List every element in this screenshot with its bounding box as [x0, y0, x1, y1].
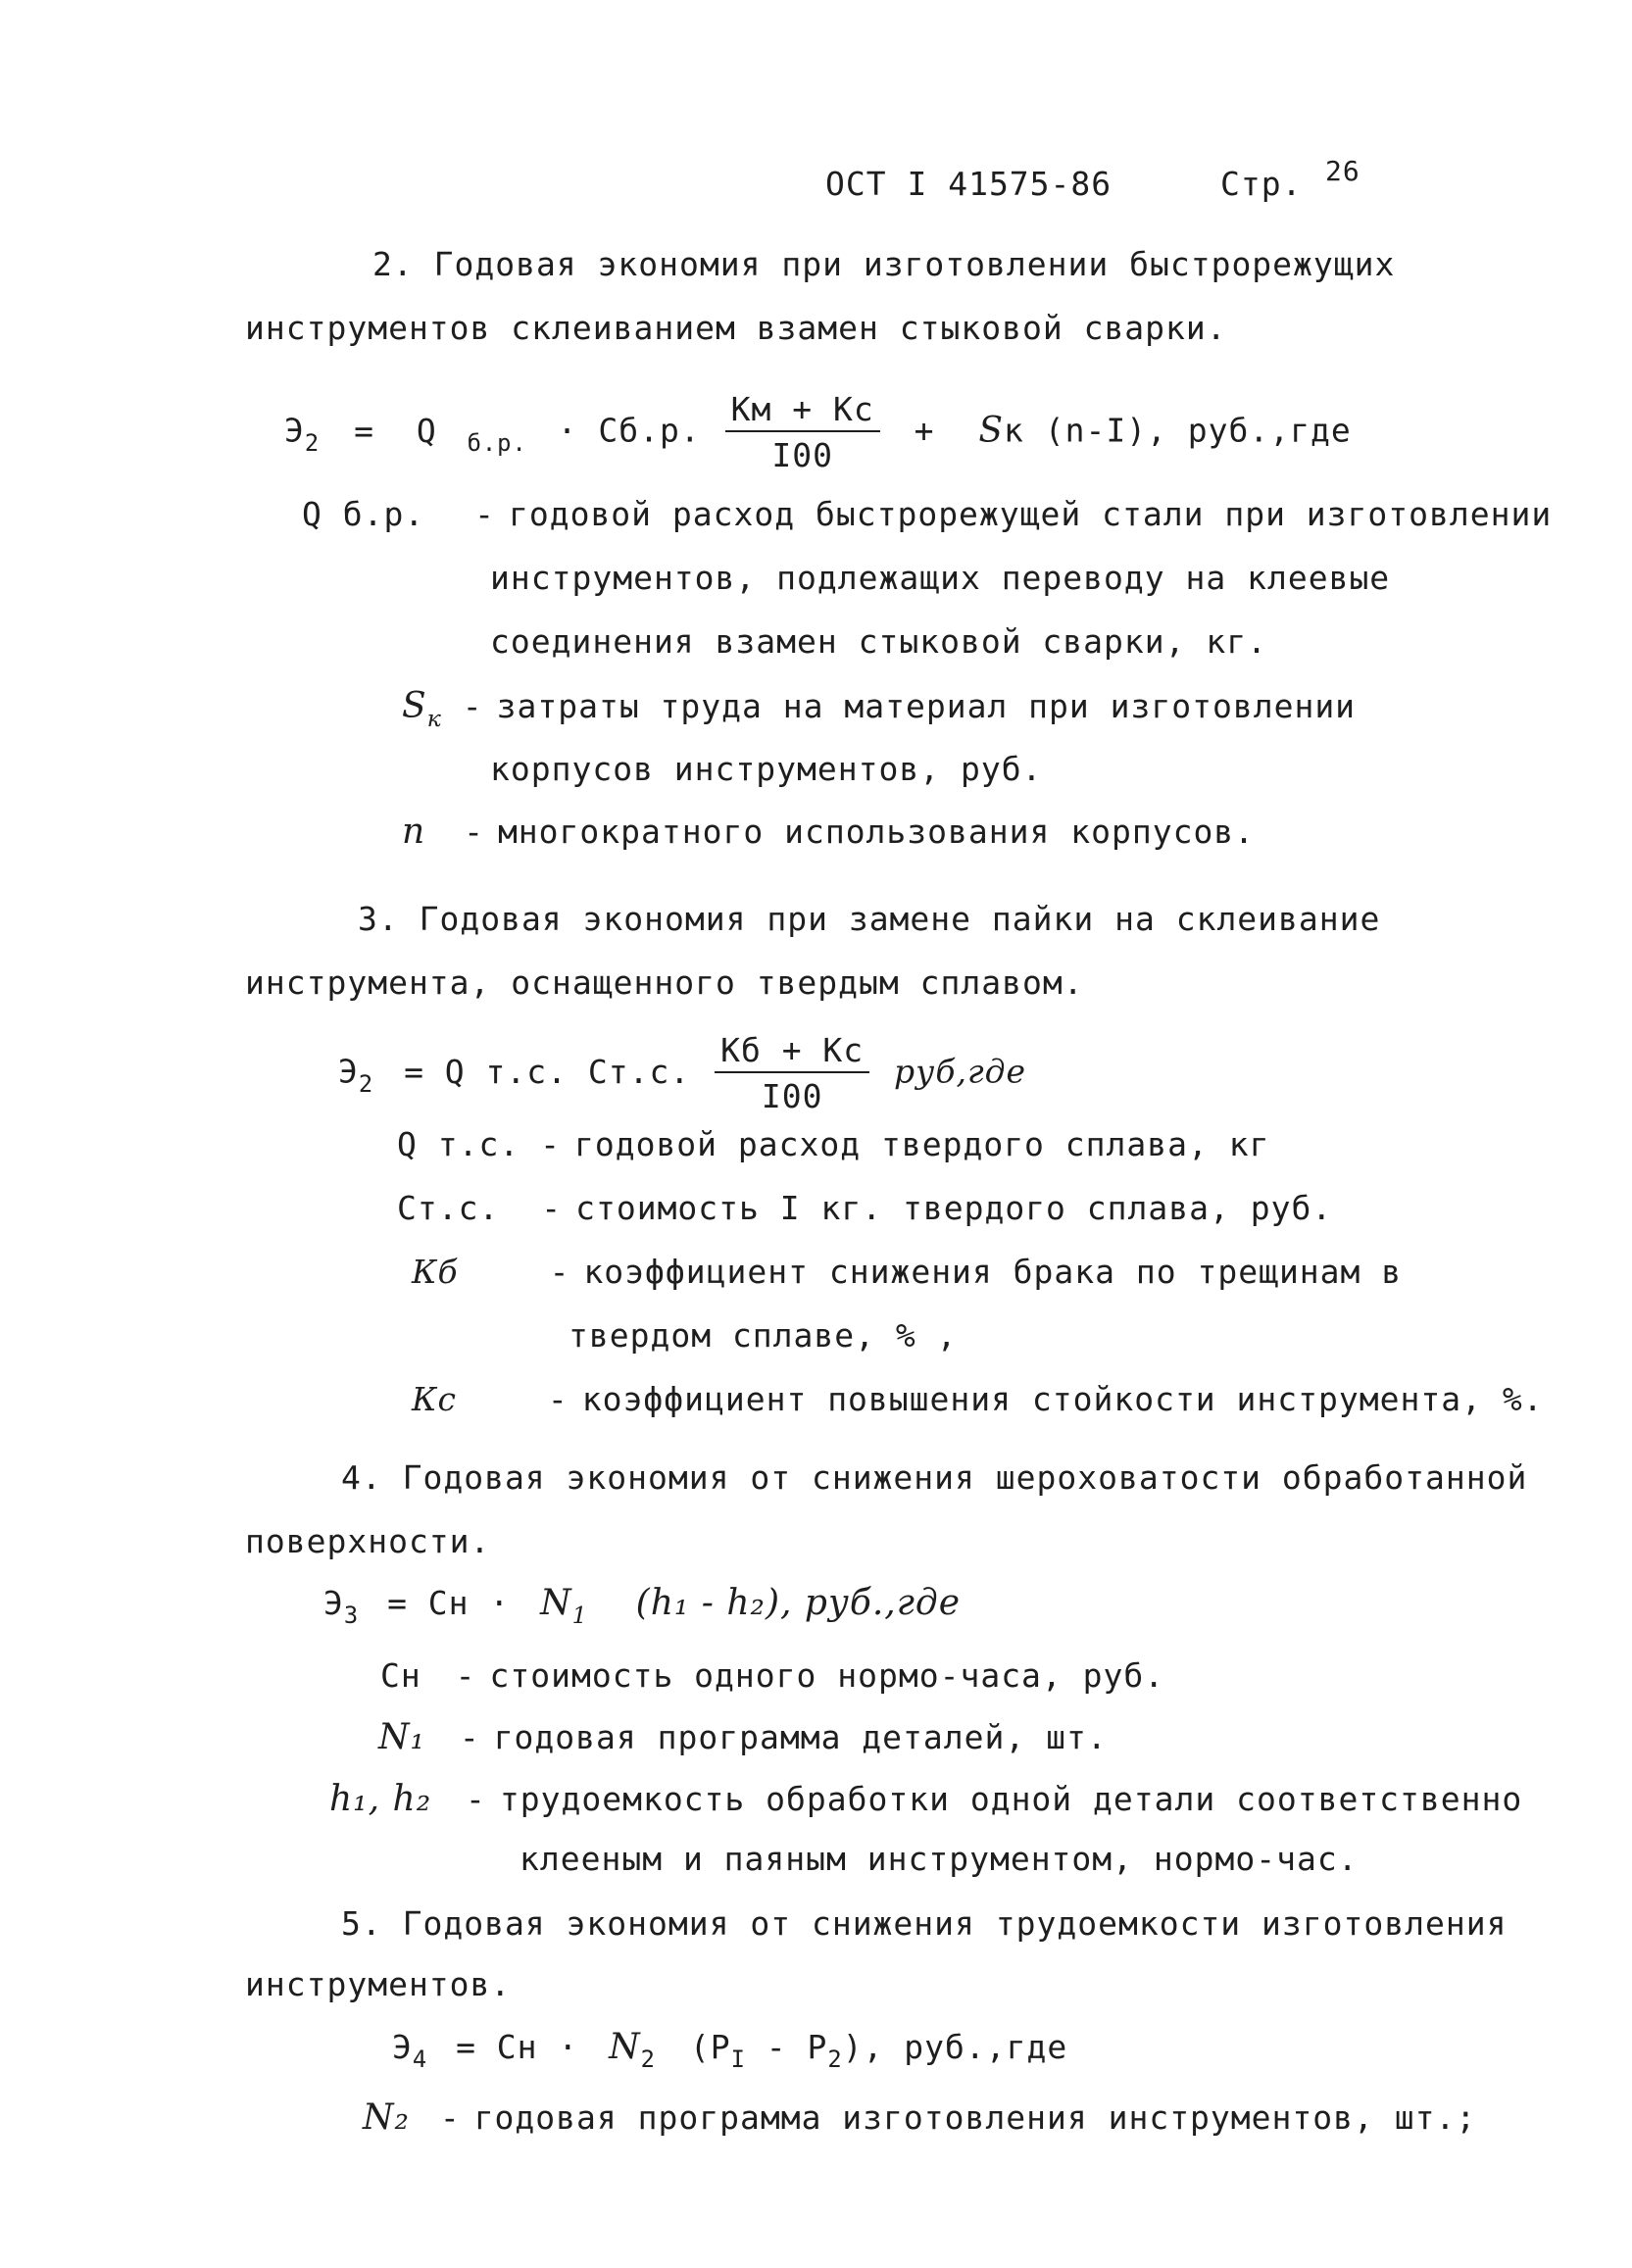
formula-lhs: Э — [392, 2028, 413, 2066]
formula-tail: руб,где — [894, 1052, 1027, 1091]
formula-lhs-subscript: 3 — [343, 1602, 360, 1630]
definition-symbol: Ст.с. — [397, 1189, 500, 1227]
formula-e2-brazing — [338, 1031, 1026, 1115]
definition-text: годовая программа изготовления инструментов, шт.; — [473, 2098, 1477, 2137]
definition-q-br-line-3: соединения взамен стыковой сварки, кг. — [490, 622, 1267, 661]
formula-p1: (P — [689, 2028, 731, 2066]
formula-lhs-subscript: 2 — [358, 1069, 374, 1098]
section-3-heading-line-1: 3. Годовая экономия при замене пайки на склеивание — [358, 900, 1381, 938]
definition-text: годовая программа деталей, шт. — [493, 1718, 1108, 1756]
definition-h1-h2 — [329, 1779, 1522, 1819]
formula-plus: + — [914, 411, 935, 450]
section-5-heading-line-2: инструментов. — [245, 1965, 512, 2003]
formula-symbol-n-subscript: 2 — [640, 2046, 656, 2074]
definition-dash: - — [474, 495, 495, 533]
formula-symbol-n-subscript: 1 — [571, 1602, 588, 1630]
definition-sk-line-2: корпусов инструментов, руб. — [490, 750, 1043, 788]
definition-n2 — [363, 2097, 1476, 2138]
definition-symbol: Кс — [412, 1380, 458, 1418]
definition-text: трудоемкость обработки одной детали соответственно — [499, 1780, 1523, 1818]
definition-dash: - — [455, 1656, 476, 1695]
definition-symbol: N₂ — [363, 2097, 410, 2138]
formula-dot: · — [557, 411, 578, 450]
definition-q-br-line-2: инструментов, подлежащих переводу на клеевые — [490, 559, 1391, 597]
formula-e4 — [392, 2027, 1068, 2074]
definition-dash: - — [459, 1718, 480, 1756]
formula-lhs: Э — [338, 1052, 359, 1091]
section-2-heading-line-1: 2. Годовая экономия при изготовлении быстрорежущих — [372, 245, 1396, 283]
formula-tail: ), руб.,где — [842, 2028, 1068, 2066]
fraction-denominator: I00 — [761, 1077, 823, 1115]
definition-text: затраты труда на материал при изготовлении — [496, 687, 1357, 725]
formula-lhs: Э — [323, 1584, 344, 1622]
definition-sn — [380, 1656, 1164, 1695]
formula-e2-welding — [284, 390, 1352, 474]
definition-symbol: Q б.р. — [302, 495, 425, 533]
definition-n1 — [378, 1717, 1108, 1757]
formula-fraction — [725, 390, 880, 474]
definition-q-ts — [397, 1125, 1269, 1163]
formula-equals: = Сн · — [387, 1584, 511, 1622]
definition-dash: - — [464, 813, 484, 851]
definition-dash: - — [462, 687, 483, 725]
formula-e3 — [323, 1583, 962, 1630]
definition-dash: - — [439, 2098, 461, 2137]
definition-symbol: Сн — [380, 1656, 421, 1695]
section-4-heading-line-1: 4. Годовая экономия от снижения шероховатости обработанной — [341, 1458, 1528, 1497]
section-5-heading-line-1: 5. Годовая экономия от снижения трудоемкости изготовления — [341, 1904, 1508, 1943]
section-4-heading-line-2: поверхности. — [245, 1522, 491, 1560]
section-3-heading-line-2: инструмента, оснащенного твердым сплавом. — [245, 963, 1084, 1002]
formula-symbol-n: N — [609, 2027, 641, 2067]
formula-symbol-n: N — [540, 1583, 572, 1623]
formula-term-q: Q — [416, 411, 437, 450]
definition-ks — [412, 1380, 1544, 1418]
definition-kb-line-2: твердом сплаве, % , — [569, 1316, 958, 1355]
formula-p2: - P — [766, 2028, 828, 2066]
formula-fraction — [715, 1031, 869, 1115]
definition-symbol: S — [402, 686, 427, 726]
formula-lhs-subscript: 4 — [412, 2046, 428, 2074]
definition-dash: - — [541, 1189, 563, 1227]
formula-term-q-subscript: б.р. — [467, 428, 527, 457]
formula-equals: = Сн · — [456, 2028, 579, 2066]
definition-symbol: Q т.с. — [397, 1125, 520, 1163]
definition-text: годовой расход твердого сплава, кг — [573, 1125, 1270, 1163]
definition-dash: - — [547, 1380, 569, 1418]
definition-text: годовой расход быстрорежущей стали при изготовлении — [508, 495, 1553, 533]
fraction-numerator: Кб + Кс — [715, 1031, 869, 1073]
definition-kb — [412, 1253, 1402, 1291]
definition-text: коэффициент снижения брака по трещинам в — [583, 1253, 1403, 1291]
definition-text: стоимость одного нормо-часа, руб. — [489, 1656, 1165, 1695]
definition-text: многократного использования корпусов. — [497, 813, 1256, 851]
fraction-denominator: I00 — [771, 436, 833, 474]
definition-symbol: Кб — [412, 1253, 459, 1291]
formula-lhs-subscript: 2 — [304, 428, 321, 457]
formula-lhs: Э — [284, 411, 305, 450]
formula-term-cost: Сб.р. — [598, 411, 701, 450]
section-2-heading-line-2: инструментов склеиванием взамен стыковой сварки. — [245, 309, 1227, 347]
formula-symbol-s: S — [978, 410, 1004, 451]
formula-tail: (h₁ - h₂), руб.,где — [635, 1583, 962, 1623]
definition-st-s — [397, 1189, 1332, 1227]
definition-n — [402, 812, 1255, 852]
page-number: 26 — [1325, 155, 1360, 187]
page-label: Стр. — [1220, 165, 1303, 203]
formula-p2-subscript: 2 — [827, 2046, 843, 2074]
definition-symbol-subscript: к — [426, 705, 442, 733]
definition-sk — [402, 686, 1357, 733]
formula-p1-subscript: I — [730, 2046, 746, 2074]
formula-equals: = — [354, 411, 374, 450]
definition-dash: - — [549, 1253, 570, 1291]
fraction-numerator: Км + Кс — [725, 390, 880, 432]
definition-text: коэффициент повышения стойкости инструмента, %. — [581, 1380, 1544, 1418]
formula-tail: к (n-I), руб.,где — [1003, 411, 1352, 450]
definition-text: стоимость I кг. твердого сплава, руб. — [575, 1189, 1333, 1227]
definition-symbol: N₁ — [378, 1717, 425, 1757]
definition-h1-h2-line-2: клееным и паяным инструментом, нормо-час. — [519, 1840, 1359, 1878]
formula-middle: = Q т.с. Ст.с. — [404, 1052, 691, 1091]
definition-symbol: h₁, h₂ — [329, 1779, 432, 1819]
definition-q-br — [302, 495, 1552, 533]
definition-dash: - — [466, 1780, 486, 1818]
standard-number: ОСТ I 41575-86 — [825, 165, 1113, 203]
definition-symbol: n — [402, 812, 426, 852]
definition-dash: - — [540, 1125, 561, 1163]
